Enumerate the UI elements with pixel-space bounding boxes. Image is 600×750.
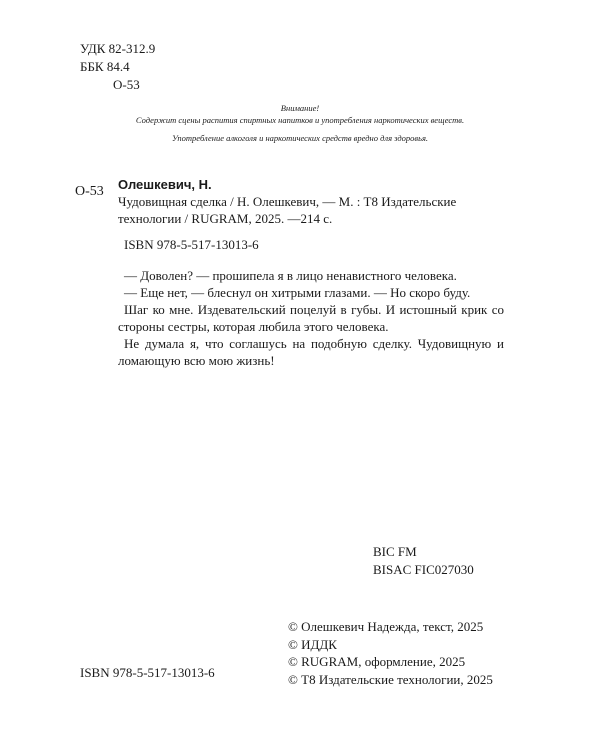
copyright-line: © Т8 Издательские технологии, 2025 <box>288 671 493 687</box>
annotation-paragraph: — Еще нет, — блеснул он хитрыми глазами. — Но скоро буду. <box>124 285 471 300</box>
isbn-footer: ISBN 978-5-517-13013-6 <box>80 665 215 680</box>
bbk-code: ББК 84.4 <box>80 59 130 74</box>
warning-line-2: Употребление алкоголя и наркотических средств вредно для здоровья. <box>171 133 429 143</box>
author-sign-code: О-53 <box>113 77 140 92</box>
subject-codes <box>373 543 474 579</box>
annotation-paragraph: — Доволен? — прошипела я в лицо ненавистного человека. <box>124 268 457 283</box>
classification-codes <box>80 40 155 94</box>
udk-code: УДК 82-312.9 <box>80 41 156 56</box>
warning-title: Внимание! <box>280 103 320 113</box>
bibliographic-description: Чудовищная сделка / Н. Олешкевич, — М. : Т8 Издательские технологии / RUGRAM, 2025. —214 с. <box>118 194 457 226</box>
catalog-entry <box>118 176 508 227</box>
copyright-line: © RUGRAM, оформление, 2025 <box>288 654 466 669</box>
copyright-line: © ИДДК <box>288 636 337 652</box>
bisac-code: BISAC FIC027030 <box>373 562 474 577</box>
annotation-paragraph: Шаг ко мне. Издевательский поцелуй в губы. И истошный крик со стороны сестры, которая любила этого человека. <box>118 302 504 334</box>
isbn-entry: ISBN 978-5-517-13013-6 <box>124 237 259 252</box>
copyright-line: © Олешкевич Надежда, текст, 2025 <box>288 619 484 634</box>
warning-line-1: Содержит сцены распития спиртных напитков и употребления наркотических веществ. <box>135 114 465 125</box>
annotation-paragraph: Не думала я, что соглашусь на подобную сделку. Чудовищную и ломающую всю мою жизнь! <box>118 336 504 368</box>
content-warning <box>40 103 560 145</box>
annotation <box>118 267 504 369</box>
catalog-marker: О-53 <box>75 184 104 199</box>
author-name: Олешкевич, Н. <box>118 177 212 192</box>
copyright-notices <box>288 618 493 688</box>
bic-code: BIC FM <box>373 544 417 559</box>
